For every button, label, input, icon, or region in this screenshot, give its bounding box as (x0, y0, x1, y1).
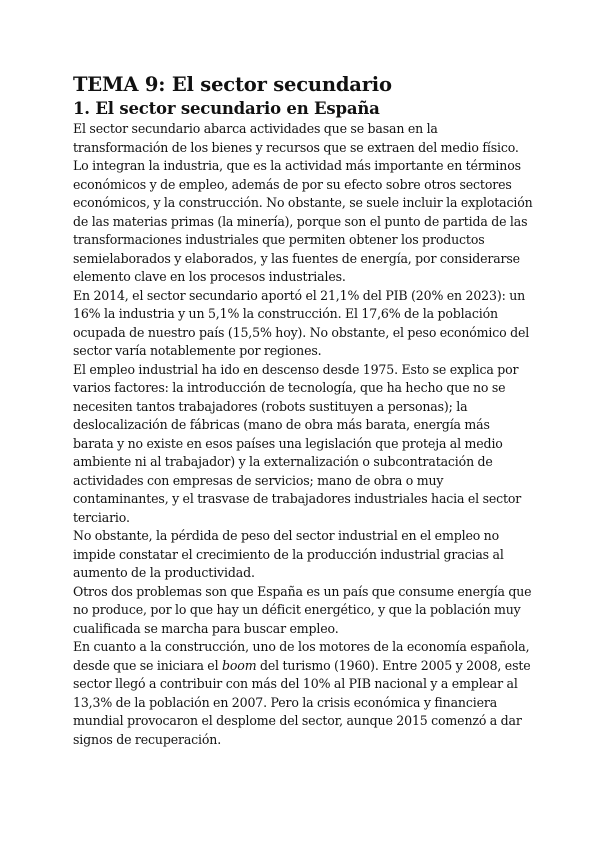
document-page (73, 72, 533, 749)
section-heading: 1. El sector secundario en España (73, 99, 380, 118)
paragraph-employment-decline: El empleo industrial ha ido en descenso desde 1975. Esto se explica por varios factores: la introducción de tecnología, que ha hecho que no se necesiten tantos trabajadores (robots sustituyen a personas); la deslocalización de fábricas (mano de obra más barata, energía más barata y no existe en esos países una legislación que proteja al medio ambiente ni al trabajador) y la externalización o subcontratación de actividades con empresas de servicios; mano de obra o muy contaminantes, y el trasvase de trabajadores industriales hacia el sector terciario. (73, 361, 522, 525)
paragraph-construction (73, 638, 533, 749)
construction-text-end: del turismo (1960). Entre 2005 y 2008, este sector llegó a contribuir con más del 10% al PIB nacional y a emplear al 13,3% de la población en 2007. Pero la crisis económica y financiera mundial provocaron el desplome del sector, aunque 2015 comenzó a dar signos de recuperación. (73, 657, 531, 747)
paragraph-gdp-share: En 2014, el sector secundario aportó el 21,1% del PIB (20% en 2023): un 16% la industria y un 5,1% la construcción. El 17,6% de la población ocupada de nuestro país (15,5% hoy). No obstante, el peso económico del sector varía notablemente por regiones. (73, 287, 530, 358)
paragraph-definition: El sector secundario abarca actividades que se basan en la transformación de los bienes y recursos que se extraen del medio físico. Lo integran la industria, que es la actividad más importante en términos económicos y de empleo, además de por su efecto sobre otros sectores económicos, y la construcción. No obstante, se suele incluir la explotación de las materias primas (la minería), porque son el punto de partida de las transformaciones industriales que permiten obtener los productos semielaborados y elaborados, y las fuentes de energía, por considerarse elemento clave en los procesos industriales. (73, 121, 533, 284)
document-title: TEMA 9: El sector secundario (73, 73, 392, 96)
boom-emphasis: boom (222, 657, 257, 673)
paragraph-energy-deficit: Otros dos problemas son que España es un país que consume energía que no produce, por lo que hay un déficit energético, y que la población muy cualificada se marcha para buscar empleo. (73, 583, 532, 636)
construction-text-start: En cuanto a la construcción, uno de los motores de la economía española, desde que se iniciara el (73, 639, 530, 673)
paragraph-productivity: No obstante, la pérdida de peso del sector industrial en el empleo no impide constatar el crecimiento de la producción industrial gracias al aumento de la productividad. (73, 528, 504, 580)
